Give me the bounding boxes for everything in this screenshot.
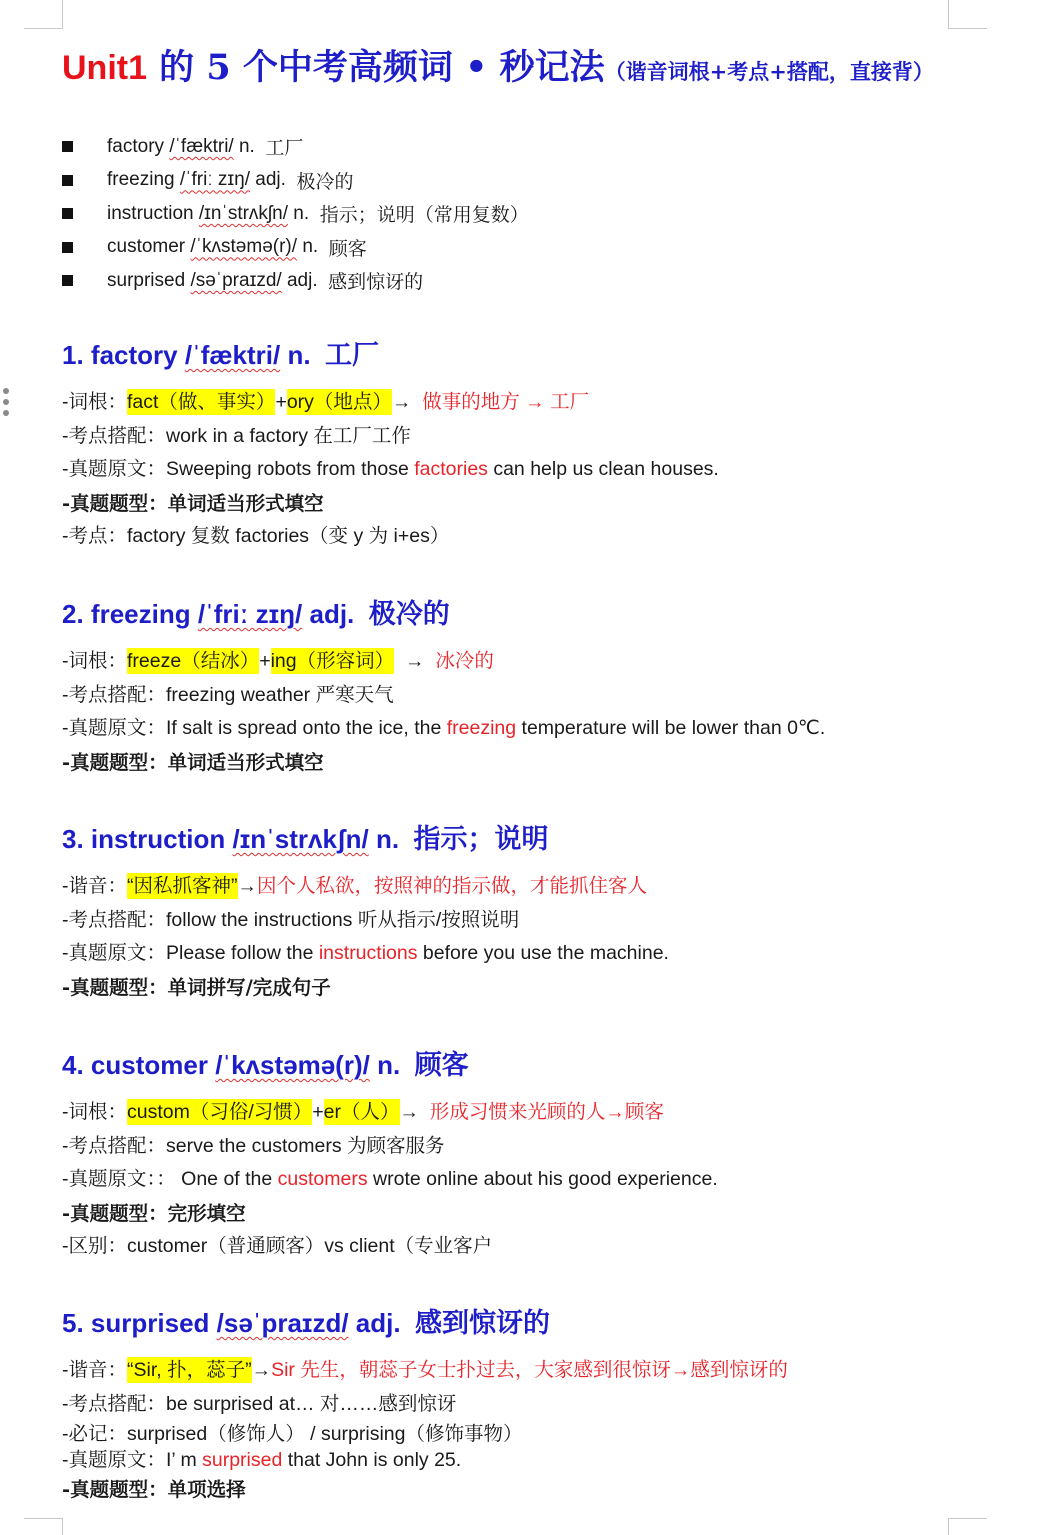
title-subtitle: （谐音词根+考点+搭配，直接背）	[604, 59, 934, 84]
collocation-line: -考点搭配：serve the customers 为顾客服务	[62, 1134, 445, 1157]
bullet-square-icon	[62, 208, 73, 219]
title-unit: Unit1	[62, 49, 147, 87]
point-line: -考点：factory 复数 factories（变 y 为 i+es）	[62, 525, 450, 547]
section-title: 4. customer /ˈkʌstəmə(r)/ n. 顾客	[62, 1050, 469, 1081]
example-line: -真题原文：I’ m surprised that John is only 25.	[62, 1449, 462, 1471]
section-surprised	[62, 1306, 788, 1507]
list-item: instruction /ɪnˈstrʌkʃn/ n. 指示；说明（常用复数）	[62, 197, 529, 231]
title-main: 的 5 个中考高频词 • 秒记法	[147, 47, 605, 88]
list-item: surprised /səˈpraɪzd/ adj. 感到惊讶的	[62, 264, 529, 298]
bullet-square-icon	[62, 275, 73, 286]
collocation-line: -考点搭配：be surprised at… 对……感到惊讶	[62, 1392, 457, 1415]
question-type-line: -真题题型：单词拼写/完成句子	[62, 975, 331, 999]
section-title: 2. freezing /ˈfriː zɪŋ/ adj. 极冷的	[62, 599, 450, 630]
corner-mark-top-left	[24, 0, 63, 29]
bullet-square-icon	[62, 175, 73, 186]
example-line: -真题原文：Please follow the instructions before you use the machine.	[62, 942, 669, 964]
section-freezing	[62, 597, 825, 779]
section-customer	[62, 1048, 718, 1264]
corner-mark-bottom-right	[948, 1518, 987, 1535]
list-item: customer /ˈkʌstəmə(r)/ n. 顾客	[62, 231, 529, 265]
question-type-line: -真题题型：单词适当形式填空	[62, 491, 324, 515]
question-type-line: -真题题型：单词适当形式填空	[62, 750, 324, 774]
corner-mark-top-right	[948, 0, 987, 29]
collocation-line: -考点搭配：freezing weather 严寒天气	[62, 683, 394, 706]
homophone-line: -谐音：“Sir, 扑，蕊子”→Sir 先生，朝蕊子女士扑过去，大家感到很惊讶→感到惊讶的	[62, 1359, 788, 1381]
difference-line: -区别：customer（普通顾客）vs client（专业客户	[62, 1235, 493, 1257]
list-item: factory /ˈfæktri/ n. 工厂	[62, 130, 529, 164]
example-line: -真题原文：If salt is spread onto the ice, the freezing temperature will be lower than 0℃.	[62, 717, 826, 739]
root-line: -词根：fact（做、事实）+ory（地点）→ 做事的地方 → 工厂	[62, 391, 590, 413]
must-remember-line: -必记：surprised（修饰人） / surprising（修饰事物）	[62, 1423, 523, 1445]
bullet-square-icon	[62, 141, 73, 152]
section-factory	[62, 338, 719, 554]
question-type-line: -真题题型：完形填空	[62, 1201, 246, 1225]
example-line: -真题原文：Sweeping robots from those factories can help us clean houses.	[62, 458, 719, 480]
root-line: -词根：custom（习俗/习惯）+er（人）→ 形成习惯来光顾的人→顾客	[62, 1101, 664, 1123]
section-title: 1. factory /ˈfæktri/ n. 工厂	[62, 340, 379, 371]
homophone-line: -谐音：“因私抓客神”→因个人私欲，按照神的指示做，才能抓住客人	[62, 875, 648, 897]
corner-mark-bottom-left	[24, 1518, 63, 1535]
page-title	[62, 40, 934, 90]
section-title: 3. instruction /ɪnˈstrʌkʃn/ n. 指示；说明	[62, 824, 549, 855]
list-item: freezing /ˈfriː zɪŋ/ adj. 极冷的	[62, 164, 529, 198]
question-type-line: -真题题型：单项选择	[62, 1478, 246, 1501]
collocation-line: -考点搭配：follow the instructions 听从指示/按照说明	[62, 908, 520, 931]
section-title: 5. surprised /səˈpraɪzd/ adj. 感到惊讶的	[62, 1308, 551, 1339]
bullet-square-icon	[62, 242, 73, 253]
root-line: -词根：freeze（结冰）+ing（形容词） → 冰冷的	[62, 650, 494, 672]
more-options-icon[interactable]	[3, 388, 11, 421]
example-line: -真题原文：： One of the customers wrote online about his good experience.	[62, 1168, 718, 1190]
word-summary-list	[62, 130, 529, 298]
collocation-line: -考点搭配：work in a factory 在工厂工作	[62, 424, 411, 447]
section-instruction	[62, 822, 669, 1004]
